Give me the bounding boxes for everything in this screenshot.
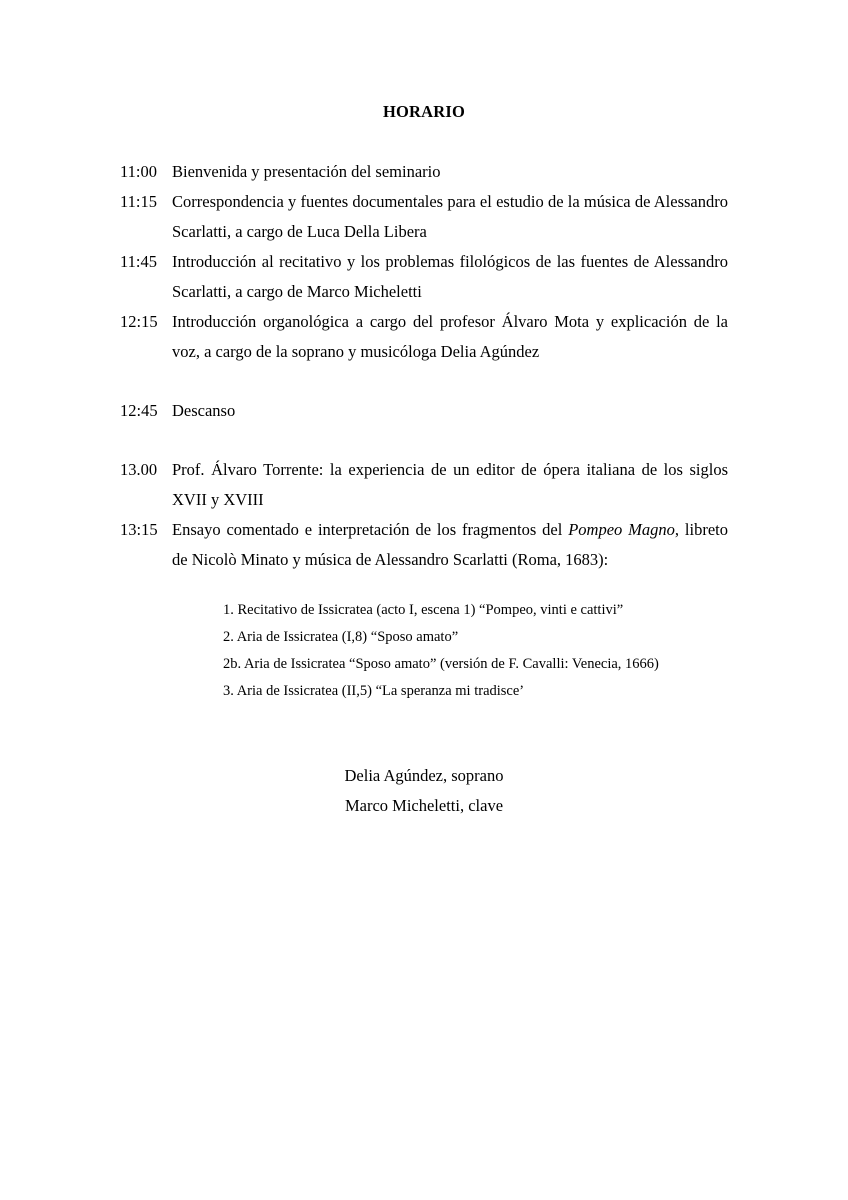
schedule-entry: [120, 515, 728, 575]
description-text: Descanso: [172, 401, 236, 420]
schedule-description: [172, 157, 728, 187]
schedule-time: 11:45: [120, 252, 157, 271]
performer-harpsichord: Marco Micheletti, clave: [344, 796, 504, 815]
description-text: Ensayo comentado e interpretación de los fragmentos del: [172, 520, 569, 539]
schedule-description: [172, 515, 728, 575]
schedule-time: 12:15: [120, 312, 158, 331]
schedule-description: [172, 187, 728, 247]
piece-item: 3. Aria de Issicratea (II,5) “La speranza mi tradisce’: [223, 683, 525, 699]
description-text: , libreto de Nicolò Minato y música de Alessandro Scarlatti (Roma, 1683):: [172, 520, 728, 569]
description-text: Bienvenida y presentación del seminario: [172, 162, 441, 181]
piece-item: 2. Aria de Issicratea (I,8) “Sposo amato”: [223, 629, 459, 645]
schedule-description: [172, 247, 728, 307]
schedule-entry: [120, 157, 728, 187]
piece-item: 2b. Aria de Issicratea “Sposo amato” (versión de F. Cavalli: Venecia, 1666): [223, 656, 659, 672]
schedule-entry: [120, 307, 728, 367]
schedule-list: [120, 157, 728, 575]
schedule-entry: [120, 187, 728, 247]
description-text: Introducción al recitativo y los problemas filológicos de las fuentes de Alessandro Scarlatti, a cargo de Marco Micheletti: [172, 252, 728, 301]
schedule-time: 12:45: [120, 401, 158, 420]
piece-item: 1. Recitativo de Issicratea (acto I, escena 1) “Pompeo, vinti e cattivi”: [223, 602, 624, 618]
schedule-entry: [120, 247, 728, 307]
schedule-entry: [120, 396, 728, 426]
schedule-time: 13:15: [120, 520, 158, 539]
schedule-description: [172, 455, 728, 515]
schedule-time: 11:00: [120, 162, 157, 181]
page-title: HORARIO: [382, 102, 466, 121]
schedule-description: [172, 307, 728, 367]
schedule-time: 11:15: [120, 192, 157, 211]
pieces-list: [223, 597, 659, 705]
schedule-time: 13.00: [120, 460, 158, 479]
schedule-description: [172, 396, 728, 426]
description-text: Correspondencia y fuentes documentales para el estudio de la música de Alessandro Scarlatti, a cargo de Luca Della Libera: [172, 192, 728, 241]
description-text: Introducción organológica a cargo del profesor Álvaro Mota y explicación de la voz, a cargo de la soprano y musicóloga Delia Agúndez: [172, 312, 728, 361]
performer-soprano: Delia Agúndez, soprano: [344, 766, 504, 785]
schedule-entry: [120, 455, 728, 515]
work-title: Pompeo Magno: [568, 520, 675, 539]
description-text: Prof. Álvaro Torrente: la experiencia de un editor de ópera italiana de los siglos XVII y XVIII: [172, 460, 728, 509]
performers: [0, 761, 848, 821]
